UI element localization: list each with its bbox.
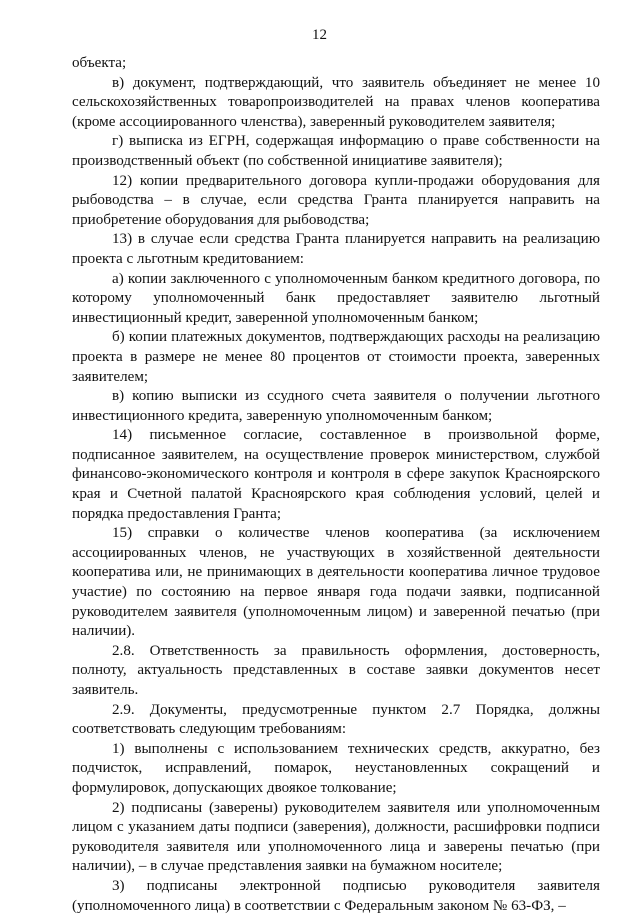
- paragraph-item-13: 13) в случае если средства Гранта планируется направить на реализацию проекта с льготным кредитованием:: [72, 231, 600, 267]
- page-number: 12: [312, 27, 327, 43]
- paragraph-item-g: г) выписка из ЕГРН, содержащая информацию о праве собственности на производственный объект (по собственной инициативе заявителя);: [72, 133, 600, 169]
- paragraph-requirement-2: 2) подписаны (заверены) руководителем заявителя или уполномоченным лицом с указанием даты подписи (заверения), должности, расшифровки подписи руководителя заявителя или уполномоченного лица и заверены печатью (при наличии), – в случае представления заявки на бумажном носителе;: [72, 799, 600, 875]
- paragraph-item-13a: а) копии заключенного с уполномоченным банком кредитного договора, по которому уполномоченный банк предоставляет заявителю льготный инвестиционный кредит, заверенной уполномоченным банком;: [72, 270, 600, 326]
- document-body: [72, 54, 600, 916]
- paragraph-continuation: объекта;: [72, 55, 127, 71]
- paragraph-item-12: 12) копии предварительного договора купли-продажи оборудования для рыбоводства – в случае, если средства Гранта планируется направить на приобретение оборудования для рыбоводства;: [72, 172, 600, 228]
- paragraph-section-2-9: 2.9. Документы, предусмотренные пунктом 2.7 Порядка, должны соответствовать следующим требованиям:: [72, 701, 600, 738]
- paragraph-item-v: в) документ, подтверждающий, что заявитель объединяет не менее 10 сельскохозяйственных товаропроизводителей на правах членов кооператива (кроме ассоциированного членства), заверенный руководителем заявителя;: [72, 74, 600, 130]
- paragraph-item-13v: в) копию выписки из ссудного счета заявителя о получении льготного инвестиционного кредита, заверенную уполномоченным банком;: [72, 388, 600, 424]
- paragraph-item-13b: б) копии платежных документов, подтверждающих расходы на реализацию проекта в размере не менее 80 процентов от стоимости проекта, заверенных заявителем;: [72, 329, 600, 385]
- paragraph-item-15: 15) справки о количестве членов кооператива (за исключением ассоциированных членов, не участвующих в хозяйственной деятельности кооператива или, не принимающих в деятельности кооператива личное трудовое участие) по состоянию на первое января года подачи заявки, подписанной руководителем заявителя (уполномоченным лицом) и заверенной печатью (при наличии).: [72, 525, 600, 640]
- paragraph-requirement-3: 3) подписаны электронной подписью руководителя заявителя (уполномоченного лица) в соответствии с Федеральным законом № 63-ФЗ, –: [72, 877, 600, 914]
- paragraph-section-2-8: 2.8. Ответственность за правильность оформления, достоверность, полноту, актуальность представленных в составе заявки документов несет заявитель.: [72, 642, 600, 698]
- paragraph-requirement-1: 1) выполнены с использованием технических средств, аккуратно, без подчисток, исправлений, помарок, неустановленных сокращений и формулировок, допускающих двоякое толкование;: [72, 740, 600, 796]
- paragraph-item-14: 14) письменное согласие, составленное в произвольной форме, подписанное заявителем, на осуществление проверок министерством, службой финансово-экономического контроля и контроля в сфере закупок Красноярского края и Счетной палатой Красноярского края соблюдения условий, целей и порядка предоставления Гранта;: [72, 427, 600, 522]
